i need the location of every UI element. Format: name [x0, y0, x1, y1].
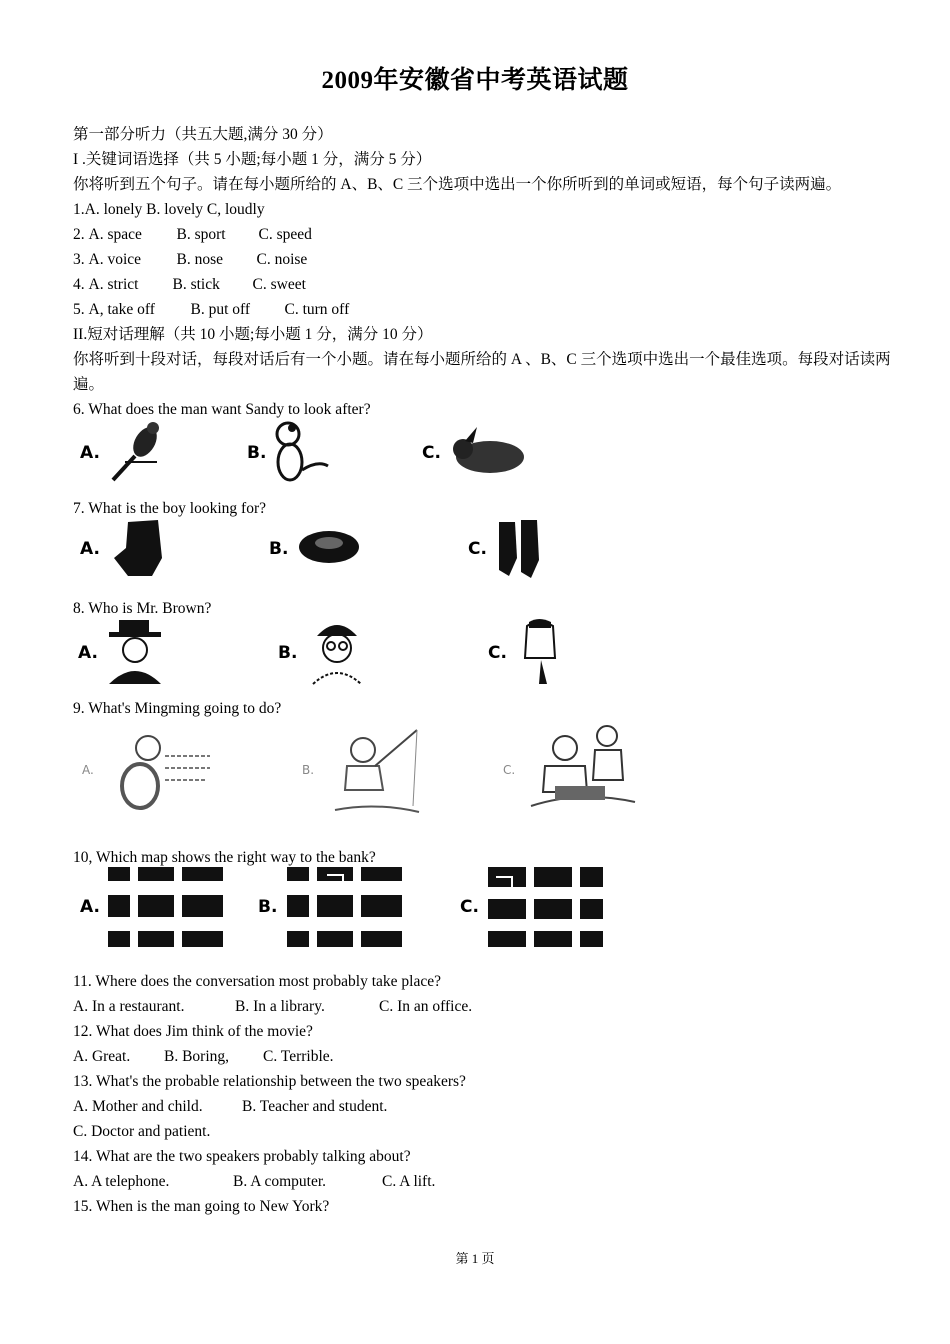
- question-8: 8. Who is Mr. Brown?: [73, 600, 212, 617]
- map-a-icon: [108, 867, 223, 947]
- option-a: A. space: [88, 226, 142, 243]
- label-c: C.: [422, 443, 441, 463]
- question-5: 5. A, take off B. put off C. turn off: [73, 301, 350, 318]
- map-b-icon: [287, 867, 402, 947]
- swimming-boy-icon: [110, 728, 215, 823]
- label-a: A.: [78, 643, 98, 663]
- option-b: B. In a library.: [235, 998, 325, 1015]
- option-c: C. In an office.: [379, 998, 473, 1015]
- label-c: C.: [503, 763, 516, 777]
- option-b: B. A computer.: [233, 1173, 326, 1190]
- option-a: A. strict: [88, 276, 139, 293]
- page-number: 第 1 页: [455, 1251, 495, 1266]
- question-11: 11. Where does the conversation most probably take place?: [73, 973, 441, 990]
- dog-icon: [268, 420, 333, 486]
- label-c: C.: [460, 897, 479, 917]
- old-man-icon: [515, 618, 565, 686]
- question-11-options: [73, 997, 472, 1017]
- option-a: A. A telephone.: [73, 1173, 170, 1190]
- option-a: A. In a restaurant.: [73, 998, 185, 1015]
- question-12: 12. What does Jim think of the movie?: [73, 1023, 313, 1040]
- option-c: C. turn off: [284, 301, 350, 318]
- fishing-boy-icon: [325, 726, 425, 822]
- label-b: B.: [247, 443, 267, 463]
- option-b: B. sport: [176, 226, 226, 243]
- option-b: B. stick: [172, 276, 220, 293]
- option-b: B. put off: [190, 301, 251, 318]
- question-3: 3. A. voice B. nose C. noise: [73, 251, 308, 268]
- glove-icon: [108, 518, 168, 580]
- section2-heading: II.短对话理解（共 10 小题;每小题 1 分，满分 10 分）: [73, 326, 433, 343]
- question-4: 4. A. strict B. stick C. sweet: [73, 276, 306, 293]
- kids-playing-icon: [525, 722, 640, 817]
- option-c: C. noise: [256, 251, 308, 268]
- option-b: B. nose: [176, 251, 223, 268]
- option-b: B. Boring,: [164, 1048, 230, 1065]
- page-title: 2009年安徽省中考英语试题: [321, 67, 629, 94]
- question-13-options: [73, 1097, 387, 1117]
- question-2: 2. A. space B. sport C. speed: [73, 226, 312, 243]
- option-c: C. sweet: [252, 276, 306, 293]
- socks-icon: [495, 518, 545, 580]
- question-15: 15. When is the man going to New York?: [73, 1198, 330, 1215]
- label-a: A.: [82, 763, 94, 777]
- option-a: A. voice: [88, 251, 142, 268]
- question-13-option-c: C. Doctor and patient.: [73, 1123, 211, 1140]
- question-9: 9. What's Mingming going to do?: [73, 700, 282, 717]
- option-c: C. A lift.: [382, 1173, 436, 1190]
- map-c-icon: [488, 867, 603, 947]
- section1-heading: I .关键词语选择（共 5 小题;每小题 1 分，满分 5 分）: [73, 151, 432, 168]
- section1-instruction: 你将听到五个句子。请在每小题所给的 A、B、C 三个选项中选出一个你所听到的单词或短语，每个句子读两遍。: [73, 176, 842, 193]
- question-7: 7. What is the boy looking for?: [73, 500, 267, 517]
- label-a: A.: [80, 443, 100, 463]
- question-10: 10, Which map shows the right way to the bank?: [73, 849, 376, 866]
- option-a: A. Mother and child.: [73, 1098, 203, 1115]
- question-1: 1.A. lonely B. lovely C, loudly: [73, 201, 265, 218]
- option-c: C. Terrible.: [263, 1048, 334, 1065]
- question-12-options: [73, 1047, 334, 1067]
- man-with-hat-icon: [105, 618, 165, 686]
- rabbit-icon: [445, 425, 527, 477]
- label-c: C.: [488, 643, 507, 663]
- label-b: B.: [269, 539, 289, 559]
- label-b: B.: [258, 897, 278, 917]
- option-a: A. Great.: [73, 1048, 131, 1065]
- option-a: A, take off: [88, 301, 155, 318]
- bird-icon: [105, 420, 165, 486]
- part-heading: 第一部分听力（共五大题,满分 30 分）: [73, 126, 333, 143]
- question-14-options: [73, 1172, 435, 1192]
- hat-icon: [295, 525, 363, 569]
- label-a: A.: [80, 897, 100, 917]
- question-14: 14. What are the two speakers probably talking about?: [73, 1148, 411, 1165]
- label-a: A.: [80, 539, 100, 559]
- question-13: 13. What's the probable relationship between the two speakers?: [73, 1073, 466, 1090]
- label-c: C.: [468, 539, 487, 559]
- man-with-glasses-icon: [305, 618, 369, 686]
- option-b: B. Teacher and student.: [242, 1098, 388, 1115]
- label-b: B.: [278, 643, 298, 663]
- label-b: B.: [302, 763, 315, 777]
- option-c: C. speed: [258, 226, 312, 243]
- section2-instruction: 你将听到十段对话，每段对话后有一个小题。请在每小题所给的 A 、B、C 三个选项中选出一个最佳选项。每段对话读两遍。: [73, 351, 891, 393]
- question-6: 6. What does the man want Sandy to look after?: [73, 401, 371, 418]
